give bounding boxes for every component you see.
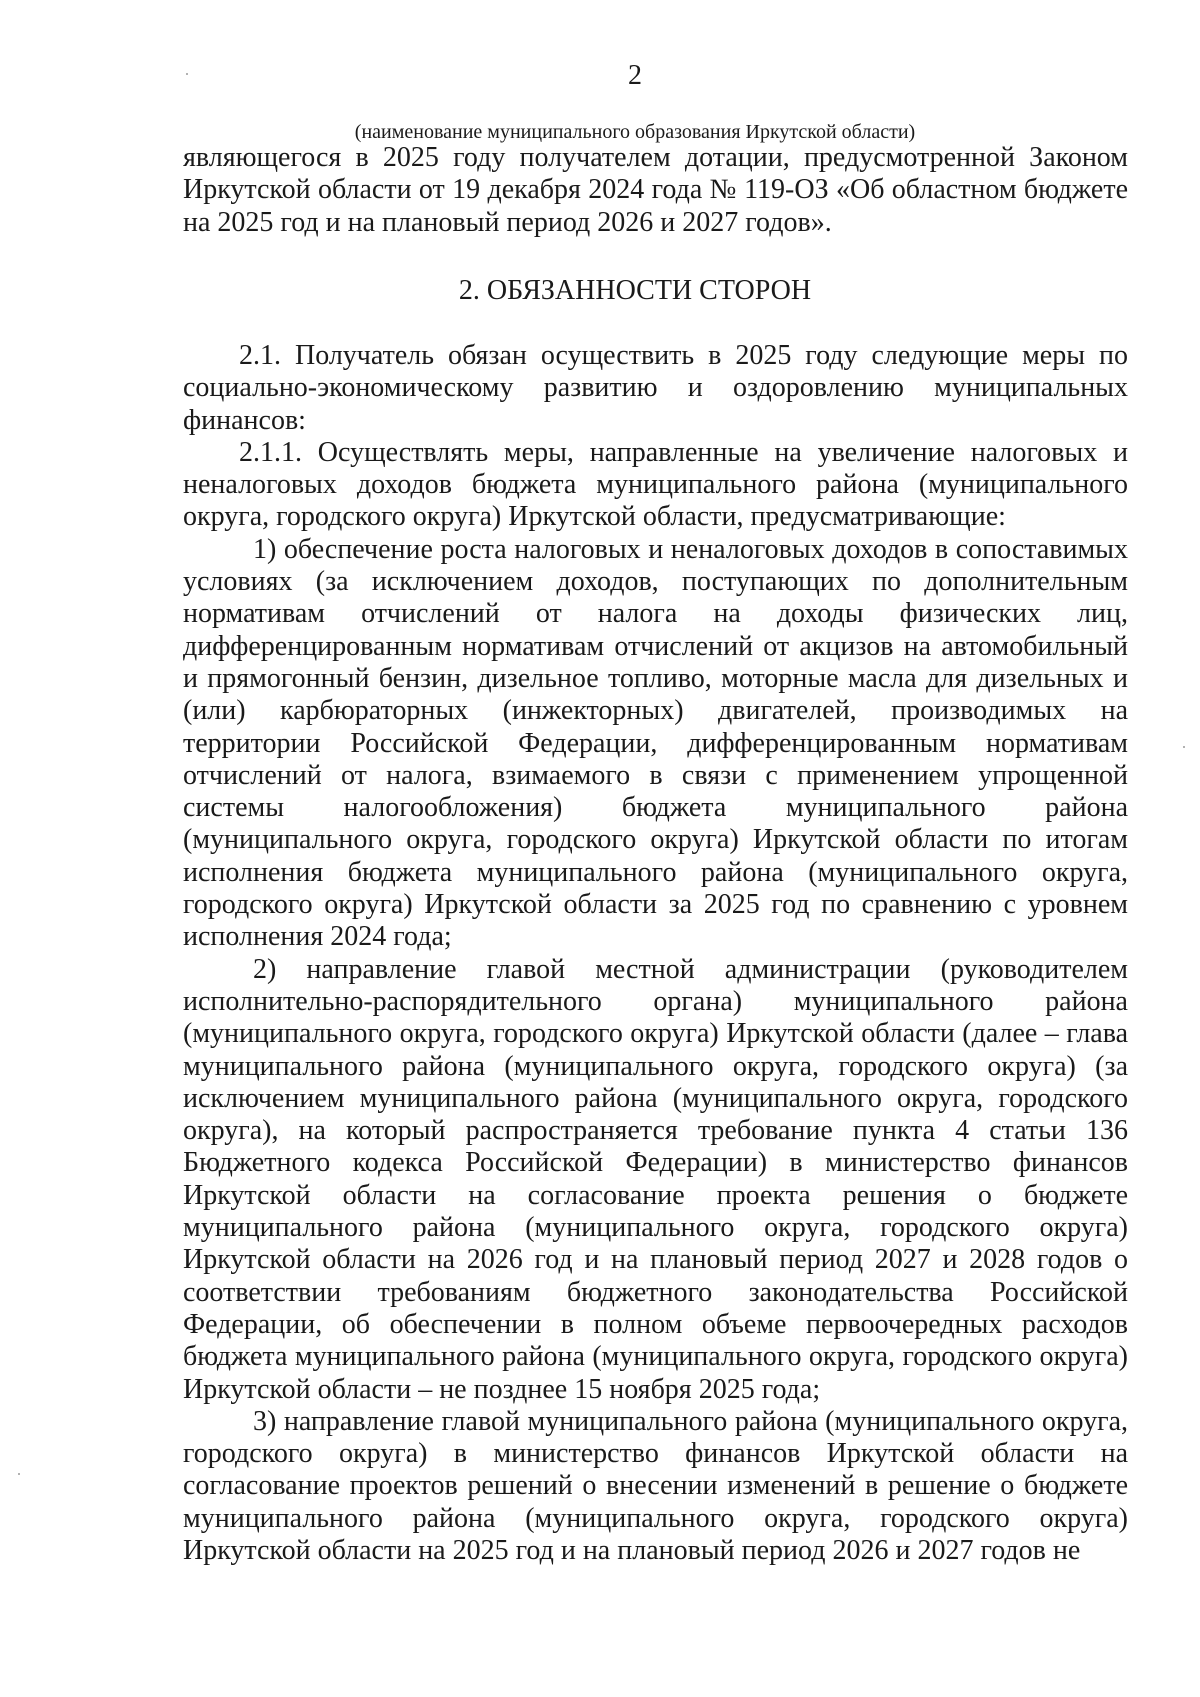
intro-paragraph: являющегося в 2025 году получателем дотации, предусмотренной Законом Иркутской области от 19 декабря 2024 года № 119-ОЗ «Об областном бюджете на 2025 год и на плановый период 2026 и 2027 годов». [183,142,1128,238]
scan-speck [18,1473,20,1475]
scan-speck [1183,746,1185,748]
list-item-2: 2) направление главой местной администрации (руководителем исполнительно-распорядительного органа) муниципального района (муниципального округа, городского округа) Иркутской области (далее – глава муниципального района (муниципального округа, городского округа) (за исключением муниципального района (муниципального округа, городского округа), на который распространяется требование пункта 4 статьи 136 Бюджетного кодекса Российской Федерации) в министерство финансов Иркутской области на согласование проекта решения о бюджете муниципального района (муниципального округа, городского округа) Иркутской области на 2026 год и на плановый период 2027 и 2028 годов о соответствии требованиям бюджетного законодательства Российской Федерации, об обеспечении в полном объеме первоочередных расходов бюджета муниципального района (муниципального округа, городского округа) Иркутской области – не позднее 15 ноября 2025 года; [183,953,1128,1405]
list-item-3: 3) направление главой муниципального района (муниципального округа, городского округа) в министерство финансов Иркутской области на согласование проектов решений о внесении изменений в решение о бюджете муниципального района (муниципального округа, городского округа) Иркутской области на 2025 год и на плановый период 2026 и 2027 годов не [183,1405,1128,1566]
list-item-1: 1) обеспечение роста налоговых и неналоговых доходов в сопоставимых условиях (за исключением доходов, поступающих по дополнительным нормативам отчислений от налога на доходы физических лиц, дифференцированным нормативам отчислений от акцизов на автомобильный и прямогонный бензин, дизельное топливо, моторные масла для дизельных и (или) карбюраторных (инжекторных) двигателей, производимых на территории Российской Федерации, дифференцированным нормативам отчислений от налога, взимаемого в связи с применением упрощенной системы налогообложения) бюджета муниципального района (муниципального округа, городского округа) Иркутской области по итогам исполнения бюджета муниципального района (муниципального округа, городского округа) Иркутской области за 2025 год по сравнению с уровнем исполнения 2024 года; [183,533,1128,953]
page-number: 2 [628,60,642,91]
section-heading: 2. ОБЯЗАННОСТИ СТОРОН [458,275,812,306]
scan-speck [186,73,188,75]
paragraph-2-1-1: 2.1.1. Осуществлять меры, направленные на увеличение налоговых и неналоговых доходов бюджета муниципального района (муниципального округа, городского округа) Иркутской области, предусматривающие: [183,436,1128,533]
municipality-caption: (наименование муниципального образования Иркутской области) [354,121,916,143]
section-body [183,340,1128,1567]
paragraph-2-1: 2.1. Получатель обязан осуществить в 2025 году следующие меры по социально-экономическому развитию и оздоровлению муниципальных финансов: [183,340,1128,436]
